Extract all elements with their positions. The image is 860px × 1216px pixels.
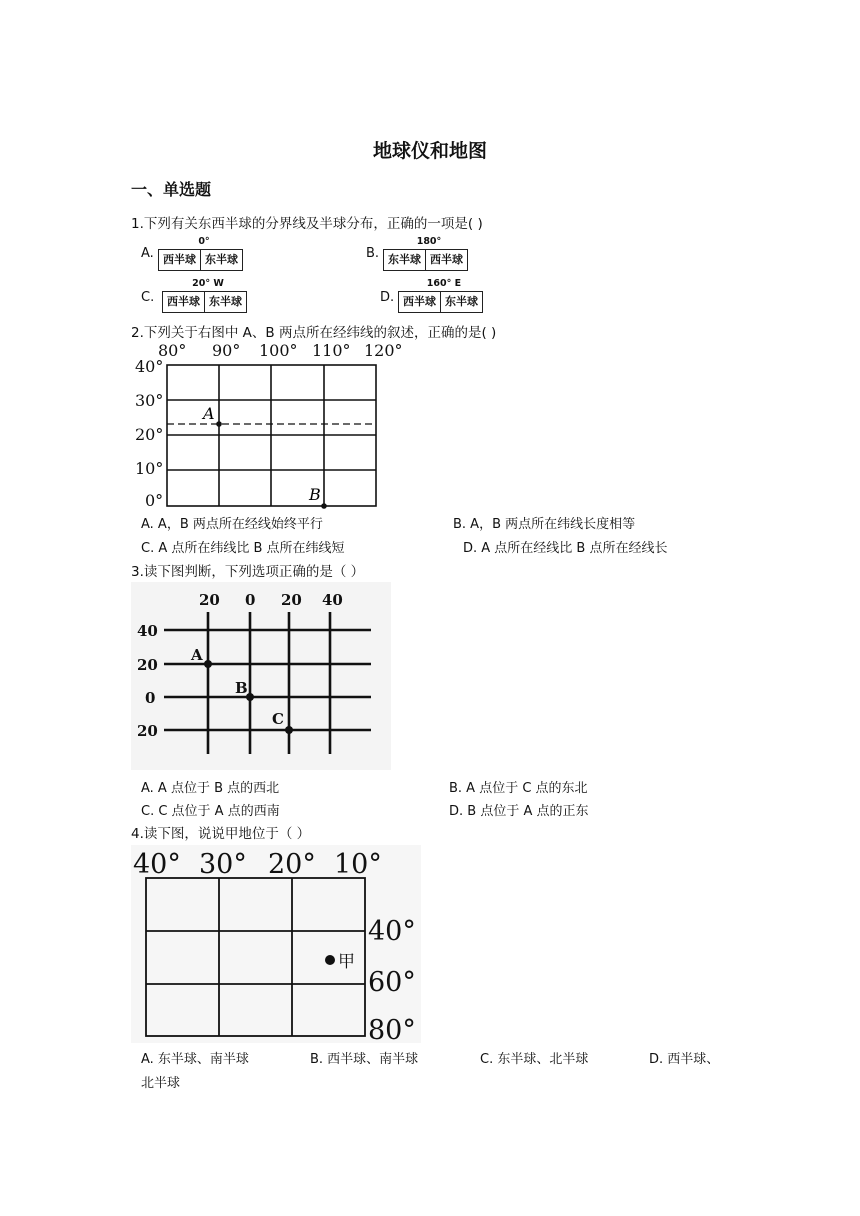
q1-option-d-letter: D. (380, 290, 395, 305)
q3-label-a: A (191, 646, 203, 664)
q4-option-d-wrap: 北半球 (141, 1076, 181, 1091)
q3-lat-20n: 20 (137, 656, 158, 674)
q4-lon-10: 10° (334, 849, 382, 880)
q1-option-a-box[interactable] (158, 249, 243, 271)
q3-label-b: B (235, 679, 248, 697)
q4-lon-40: 40° (133, 849, 181, 880)
q2-point-b (321, 503, 327, 509)
q3-option-a[interactable]: A. A 点位于 B 点的西北 (141, 781, 280, 796)
q1-option-d-left: 西半球 (403, 295, 436, 308)
q1-option-d-right: 东半球 (440, 292, 482, 312)
q3-lat-20s: 20 (137, 722, 158, 740)
q2-option-d[interactable]: D. A 点所在经线比 B 点所在经线长 (463, 541, 668, 556)
q3-option-c[interactable]: C. C 点位于 A 点的西南 (141, 804, 280, 819)
q2-point-a (216, 421, 222, 427)
q2-lat-40: 40° (135, 357, 164, 376)
q2-lat-30: 30° (135, 391, 164, 410)
q3-grid-figure (131, 582, 391, 770)
q3-lat-40: 40 (137, 622, 158, 640)
q2-lat-10: 10° (135, 459, 164, 478)
q1-option-c-box[interactable] (162, 291, 247, 313)
q3-lat-0: 0 (145, 689, 156, 707)
q1-option-c-left: 西半球 (167, 295, 200, 308)
q2-option-b[interactable]: B. A，B 两点所在纬线长度相等 (453, 517, 636, 532)
q1-option-c-letter: C. (141, 290, 155, 305)
q1-option-a-left: 西半球 (163, 253, 196, 266)
q3-option-d[interactable]: D. B 点位于 A 点的正东 (449, 804, 589, 819)
q3-lon-20w: 20 (199, 591, 220, 609)
q2-option-a[interactable]: A. A，B 两点所在经线始终平行 (141, 517, 323, 532)
q4-lat-80: 80° (368, 1015, 416, 1043)
q3-label-c: C (272, 710, 284, 728)
q4-grid-figure (131, 845, 421, 1043)
q3-option-b[interactable]: B. A 点位于 C 点的东北 (449, 781, 588, 796)
q4-option-a[interactable]: A. 东半球、南半球 (141, 1052, 249, 1067)
q1-option-a-right: 东半球 (200, 250, 242, 270)
q1-option-a-letter: A. (141, 246, 154, 261)
q2-stem: 2.下列关于右图中 A、B 两点所在经纬线的叙述，正确的是( ) (131, 325, 497, 341)
q1-option-c-right: 东半球 (204, 292, 246, 312)
section-heading: 一、单选题 (131, 180, 212, 199)
q4-lat-60: 60° (368, 967, 416, 998)
q2-lat-0: 0° (145, 491, 164, 510)
q1-option-b-left: 东半球 (388, 253, 421, 266)
q1-option-b-letter: B. (366, 246, 380, 261)
q4-lon-20: 20° (268, 849, 316, 880)
q2-grid-figure (131, 340, 411, 510)
q4-label-jia: 甲 (338, 952, 355, 972)
q2-label-a: A (203, 404, 215, 423)
q2-lon-80: 80° (158, 341, 187, 360)
page-title: 地球仪和地图 (372, 140, 487, 162)
q1-stem: 1.下列有关东西半球的分界线及半球分布，正确的一项是( ) (131, 216, 483, 232)
q3-lon-20e: 20 (281, 591, 302, 609)
q3-stem: 3.读下图判断，下列选项正确的是（ ） (131, 564, 365, 580)
q1-option-b-box[interactable] (383, 249, 468, 271)
q2-lon-110: 110° (312, 341, 351, 360)
q3-point-c (285, 726, 293, 734)
q2-lon-120: 120° (364, 341, 403, 360)
q2-lon-90: 90° (212, 341, 241, 360)
q3-lon-40e: 40 (322, 591, 343, 609)
q3-point-a (204, 660, 212, 668)
q2-lon-100: 100° (259, 341, 298, 360)
q2-option-c[interactable]: C. A 点所在纬线比 B 点所在纬线短 (141, 541, 345, 556)
q4-option-c[interactable]: C. 东半球、北半球 (480, 1052, 589, 1067)
q1-option-b-meridian: 180° (416, 236, 442, 247)
q1-option-c-meridian: 20° W (192, 278, 224, 289)
q2-label-b: B (309, 485, 321, 504)
q4-option-b[interactable]: B. 西半球、南半球 (310, 1052, 419, 1067)
q1-option-b-right: 西半球 (425, 250, 467, 270)
q4-stem: 4.读下图，说说甲地位于（ ） (131, 826, 311, 842)
q4-option-d[interactable]: D. 西半球、 (649, 1052, 720, 1067)
q4-point-jia (325, 955, 335, 965)
q4-lat-40: 40° (368, 916, 416, 947)
q4-lon-30: 30° (199, 849, 247, 880)
q2-lat-20: 20° (135, 425, 164, 444)
q1-option-d-meridian: 160° E (426, 278, 462, 289)
q1-option-a-meridian: 0° (198, 236, 210, 247)
q1-option-d-box[interactable] (398, 291, 483, 313)
q3-lon-0: 0 (245, 591, 256, 609)
